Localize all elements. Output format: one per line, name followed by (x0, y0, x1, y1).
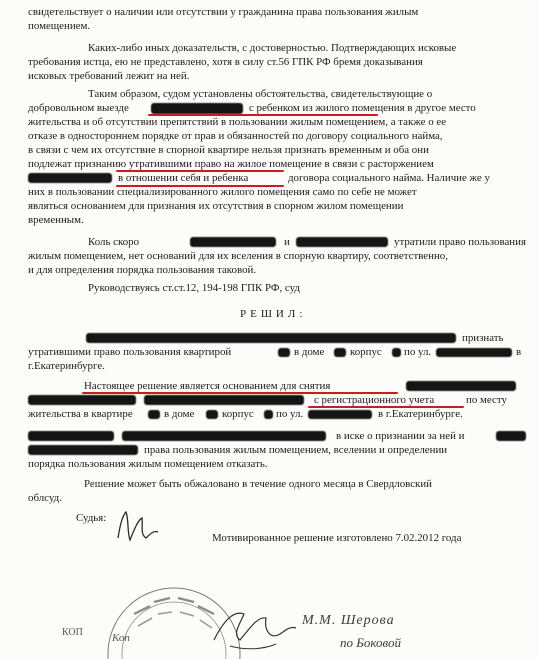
text-line: права пользования жилым помещением, вселении и определении (144, 444, 448, 456)
text-line: по ул. (404, 346, 432, 358)
text-line: жилым помещением, нет оснований для их вселения в спорную квартиру, соответственно, (28, 250, 448, 262)
text-line: корпус (222, 408, 254, 420)
redaction-mark (151, 103, 243, 114)
text-line: в иске о признании за ней и (336, 430, 465, 442)
text-line: Каких-либо иных доказательств, с достоверностью. Подтверждающих исковые (88, 42, 457, 54)
text-line: утратившими право пользования квартирой (28, 346, 232, 358)
redaction-mark (28, 395, 136, 405)
text-line: договора социального найма. Наличие же у (288, 172, 490, 184)
text-line: в (516, 346, 522, 358)
text-line: порядка пользования жилым помещением отказать. (28, 458, 268, 470)
text-line: признать (462, 332, 504, 344)
clerk-signature (210, 600, 300, 656)
handwritten-name: М.М. Шерова (302, 613, 395, 628)
redaction-mark (28, 445, 138, 455)
redaction-mark (190, 237, 276, 247)
text-line: помещением. (28, 20, 91, 32)
text-line: свидетельствует о наличии или отсутствии у гражданина права пользования жилым (28, 6, 419, 18)
decision-heading: РЕШИЛ: (240, 308, 307, 320)
text-line: Решение может быть обжаловано в течение одного месяца в Свердловский (84, 478, 432, 490)
text-line: исковых требований лежит на ней. (28, 70, 190, 82)
text-line: в доме (164, 408, 195, 420)
redaction-mark (334, 348, 346, 357)
text-line: и для определения порядка пользования таковой. (28, 264, 257, 276)
redaction-mark (148, 410, 160, 419)
redaction-mark (86, 333, 456, 343)
handwritten-note: Коп (112, 632, 130, 644)
text-line: и (284, 236, 290, 248)
redaction-mark (264, 410, 273, 419)
text-line: облсуд. (28, 492, 62, 504)
text-line: с ребенком из жилого помещения в другое место (249, 102, 476, 114)
redaction-mark (496, 431, 526, 441)
text-line: в отношении себя и ребенка (118, 172, 249, 184)
text-line: являться основанием для признания их отсутствия в спорном жилом помещении (28, 200, 404, 212)
text-line: по ул. (276, 408, 304, 420)
motivated-decision-date: Мотивированное решение изготовлено 7.02.2012 года (212, 532, 462, 544)
text-line: временным. (28, 214, 84, 226)
text-line: Таким образом, судом установлены обстоятельства, свидетельствующие о (88, 88, 433, 100)
judge-signature (112, 508, 162, 546)
text-line: корпус (350, 346, 382, 358)
redaction-mark (28, 431, 114, 441)
red-underline (116, 170, 284, 172)
text-line: Настоящее решение является основанием для снятия (84, 380, 331, 392)
text-line: жительства в квартире (28, 408, 133, 420)
text-line: подлежат признанию утратившими право на жилое помещение в связи с расторжением (28, 158, 434, 170)
handwritten-note: по Боковой (340, 635, 401, 650)
redaction-mark (122, 431, 326, 441)
text-line: с регистрационного учета (314, 394, 435, 406)
judge-label: Судья: (76, 512, 107, 524)
redaction-mark (144, 395, 304, 405)
redaction-mark (206, 410, 218, 419)
text-line: отказе в одностороннем порядке от прав и обязанностей по договору социального найма, (28, 130, 443, 142)
redaction-mark (436, 348, 512, 357)
redaction-mark (278, 348, 290, 357)
redaction-mark (296, 237, 388, 247)
redaction-mark (308, 410, 372, 419)
text-line: Коль скоро (88, 236, 140, 248)
text-line: утратили право пользования (394, 236, 526, 248)
text-line: в г.Екатеринбурге. (378, 408, 463, 420)
text-line: Руководствуясь ст.ст.12, 194-198 ГПК РФ, суд (88, 282, 300, 294)
redaction-mark (406, 381, 516, 391)
text-line: г.Екатеринбурге. (28, 360, 105, 372)
text-line: требования истца, ею не представлено, хотя в силу ст.56 ГПК РФ бремя доказывания (28, 56, 423, 68)
text-line: жительства и об отсутствии препятствий в пользовании жилым помещением, а также о ее (28, 116, 447, 128)
text-line: них в пользовании специализированного жилого помещения само по себе не может (28, 186, 417, 198)
redaction-mark (28, 173, 112, 183)
redaction-mark (392, 348, 401, 357)
text-line: в связи с чем их отсутствие в спорной квартире нельзя признать временным и оба они (28, 144, 429, 156)
text-line: в доме (294, 346, 325, 358)
text-line: добровольном выезде (28, 102, 129, 114)
text-line: по месту (466, 394, 507, 406)
stamp-fragment: КОП (62, 627, 83, 638)
